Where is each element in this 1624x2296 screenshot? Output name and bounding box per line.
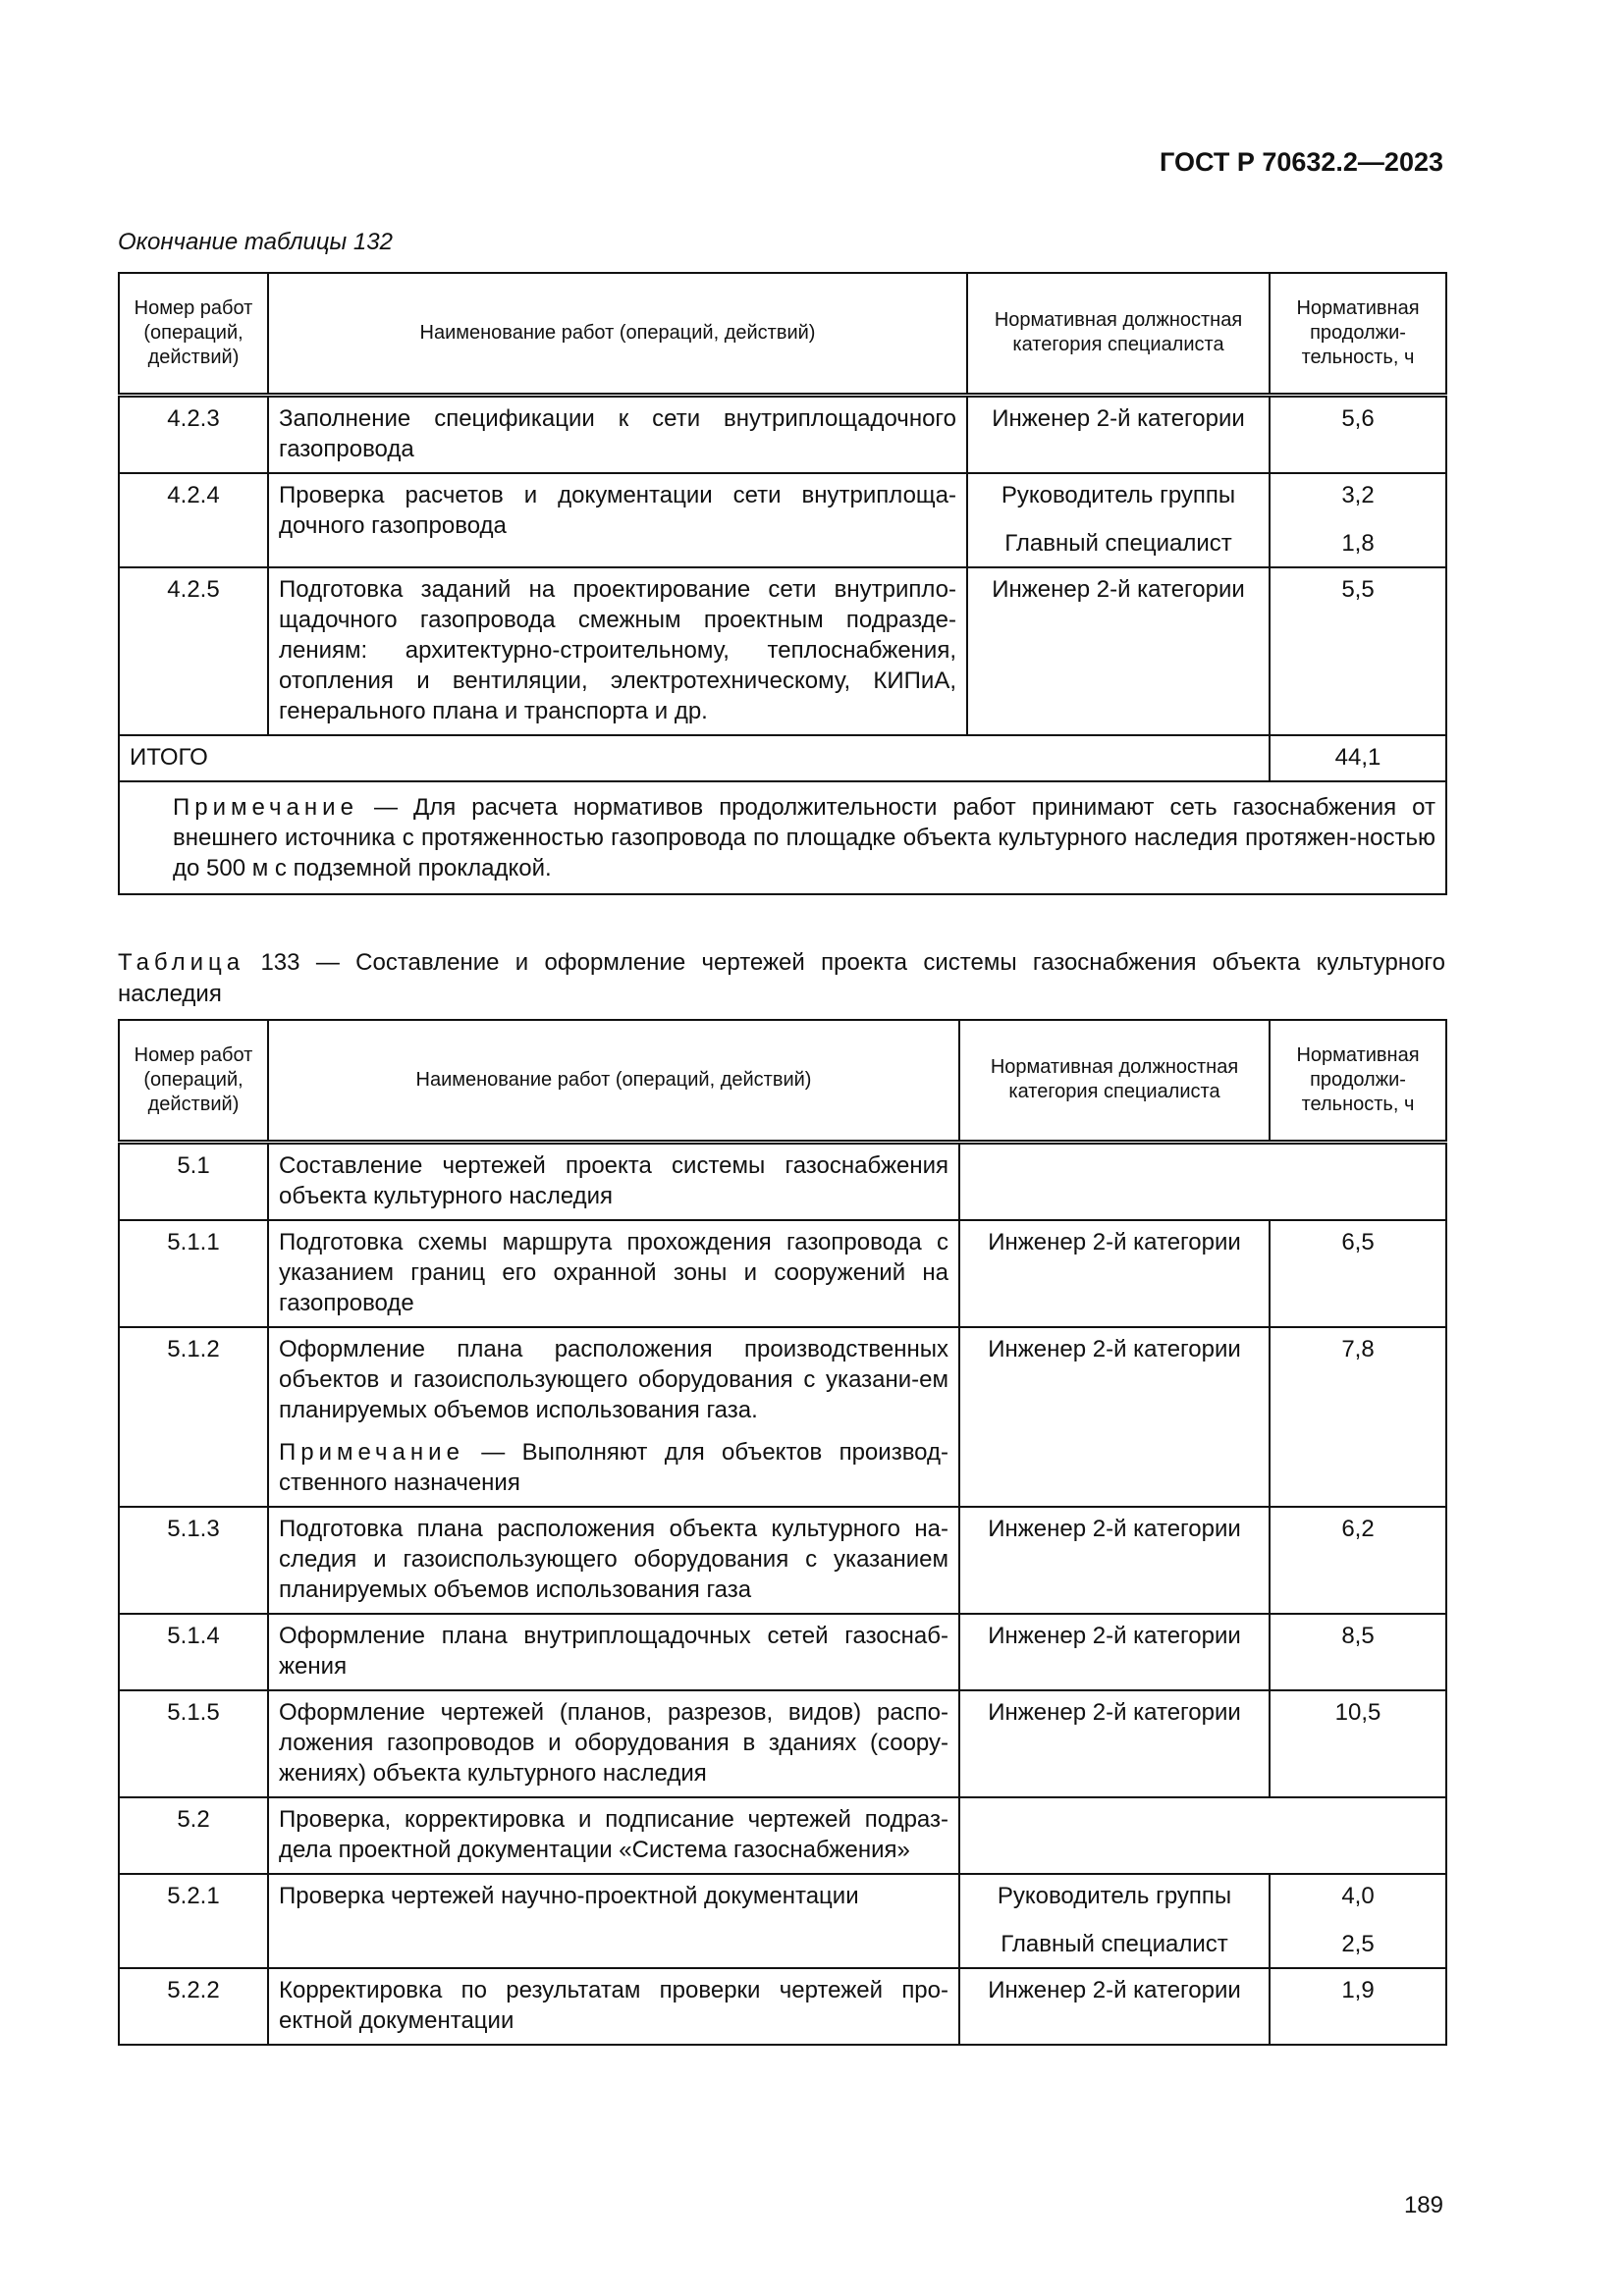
row-work-name: Подготовка плана расположения объекта культурного на-следия и газоиспользующего оборудования с указанием планируемых объемов использования газа <box>268 1507 959 1614</box>
duration-line: 3,2 <box>1341 481 1375 508</box>
table-133 <box>118 1019 1447 2046</box>
table-row <box>119 1614 1446 1690</box>
row-duration: 7,8 <box>1270 1327 1446 1507</box>
row-number: 5.1.3 <box>119 1507 268 1614</box>
total-value: 44,1 <box>1270 735 1446 781</box>
row-duration <box>1270 1874 1446 1968</box>
row-number: 5.1.5 <box>119 1690 268 1797</box>
row-duration: 1,9 <box>1270 1968 1446 2045</box>
row-category: Инженер 2-й категории <box>959 1690 1270 1797</box>
row-number: 5.1.4 <box>119 1614 268 1690</box>
table-row <box>119 1797 1446 1874</box>
row-work-name: Подготовка схемы маршрута прохождения газопровода с указанием границ его охранной зоны и сооружений на газопроводе <box>268 1220 959 1327</box>
row-number: 5.2.1 <box>119 1874 268 1968</box>
row-number: 5.2.2 <box>119 1968 268 2045</box>
row-number: 5.1.2 <box>119 1327 268 1507</box>
row-work-name: Проверка расчетов и документации сети внутриплоща-дочного газопровода <box>268 473 967 567</box>
row-work-name <box>268 1327 959 1507</box>
row-category: Инженер 2-й категории <box>967 395 1270 473</box>
table-132-caption: Окончание таблицы 132 <box>118 229 393 255</box>
row-note-text: — Выполняют для объектов производ-ственного назначения <box>279 1438 948 1496</box>
table-row <box>119 395 1446 473</box>
document-code: ГОСТ Р 70632.2—2023 <box>1160 147 1443 177</box>
table-row <box>119 1690 1446 1797</box>
row-empty <box>959 1797 1446 1874</box>
row-empty <box>959 1142 1446 1220</box>
row-work-name: Оформление чертежей (планов, разрезов, видов) распо-ложения газопроводов и оборудования в зданиях (соору-жениях) объекта культурного наследия <box>268 1690 959 1797</box>
row-category: Инженер 2-й категории <box>959 1614 1270 1690</box>
row-duration: 10,5 <box>1270 1690 1446 1797</box>
row-work-name: Проверка чертежей научно-проектной документации <box>268 1874 959 1968</box>
note-row <box>119 781 1446 894</box>
row-category <box>967 473 1270 567</box>
category-line: Руководитель группы <box>997 1882 1232 1909</box>
category-line: Главный специалист <box>1001 1930 1228 1957</box>
row-category <box>959 1874 1270 1968</box>
header-number: Номер работ (операций, действий) <box>119 1020 268 1142</box>
row-duration: 5,6 <box>1270 395 1446 473</box>
header-work-name: Наименование работ (операций, действий) <box>268 1020 959 1142</box>
header-number: Номер работ (операций, действий) <box>119 273 268 395</box>
row-number: 5.2 <box>119 1797 268 1874</box>
row-number: 5.1 <box>119 1142 268 1220</box>
row-work-name: Подготовка заданий на проектирование сети внутрипло-щадочного газопровода смежным проектным подразде-лениям: архитектурно-строительному, теплоснабжения, отопления и вентиляции, электротехническому, КИПиА, генерального плана и транспорта и др. <box>268 567 967 735</box>
table-row <box>119 473 1446 567</box>
header-category: Нормативная должностная категория специалиста <box>967 273 1270 395</box>
row-work-name: Оформление плана внутриплощадочных сетей газоснаб-жения <box>268 1614 959 1690</box>
table-132 <box>118 272 1447 895</box>
row-category: Инженер 2-й категории <box>959 1327 1270 1507</box>
duration-line: 4,0 <box>1341 1882 1375 1909</box>
table-row <box>119 1142 1446 1220</box>
table-note <box>119 781 1446 894</box>
header-duration: Нормативная продолжи-тельность, ч <box>1270 273 1446 395</box>
total-row <box>119 735 1446 781</box>
row-duration: 6,5 <box>1270 1220 1446 1327</box>
row-category: Инженер 2-й категории <box>959 1968 1270 2045</box>
row-work-name: Корректировка по результатам проверки чертежей про-ектной документации <box>268 1968 959 2045</box>
table-header-row <box>119 273 1446 395</box>
note-label: Примечание <box>173 793 358 821</box>
table-row <box>119 1874 1446 1968</box>
category-line: Главный специалист <box>1004 529 1232 557</box>
row-number: 4.2.5 <box>119 567 268 735</box>
header-category: Нормативная должностная категория специалиста <box>959 1020 1270 1142</box>
row-category: Инженер 2-й категории <box>959 1220 1270 1327</box>
category-line: Руководитель группы <box>1001 481 1236 508</box>
row-note-label: Примечание <box>279 1438 464 1466</box>
table-row <box>119 1507 1446 1614</box>
page-number: 189 <box>1403 2192 1443 2218</box>
note-text: — Для расчета нормативов продолжительности работ принимают сеть газоснабжения от внешнего источника с протяженностью газопровода по площадке объекта культурного наследия протяжен-ностью до 500 м с подземной прокладкой. <box>173 793 1435 881</box>
row-work-name: Заполнение спецификации к сети внутриплощадочного газопровода <box>268 395 967 473</box>
row-duration: 6,2 <box>1270 1507 1446 1614</box>
row-number: 4.2.3 <box>119 395 268 473</box>
header-work-name: Наименование работ (операций, действий) <box>268 273 967 395</box>
total-label: ИТОГО <box>119 735 1270 781</box>
header-duration: Нормативная продолжи-тельность, ч <box>1270 1020 1446 1142</box>
row-work-name: Проверка, корректировка и подписание чертежей подраз-дела проектной документации «Система газоснабжения» <box>268 1797 959 1874</box>
table-row <box>119 567 1446 735</box>
table-133-caption <box>118 947 1445 1010</box>
row-note <box>279 1437 948 1498</box>
note-text-block <box>130 792 1435 883</box>
row-work-name: Составление чертежей проекта системы газоснабжения объекта культурного наследия <box>268 1142 959 1220</box>
row-duration: 5,5 <box>1270 567 1446 735</box>
row-number: 4.2.4 <box>119 473 268 567</box>
table-row <box>119 1968 1446 2045</box>
row-duration: 8,5 <box>1270 1614 1446 1690</box>
row-category: Инженер 2-й категории <box>959 1507 1270 1614</box>
table-row <box>119 1327 1446 1507</box>
row-duration <box>1270 473 1446 567</box>
row-number: 5.1.1 <box>119 1220 268 1327</box>
duration-line: 2,5 <box>1341 1930 1375 1957</box>
row-category: Инженер 2-й категории <box>967 567 1270 735</box>
caption-label: Таблица <box>118 949 245 976</box>
duration-line: 1,8 <box>1341 529 1375 557</box>
table-row <box>119 1220 1446 1327</box>
table-header-row <box>119 1020 1446 1142</box>
row-work-text: Оформление плана расположения производственных объектов и газоиспользующего оборудования с указани-ем планируемых объемов использования газа. <box>279 1335 948 1423</box>
caption-text: 133 — Составление и оформление чертежей проекта системы газоснабжения объекта культурного наследия <box>118 949 1445 1007</box>
